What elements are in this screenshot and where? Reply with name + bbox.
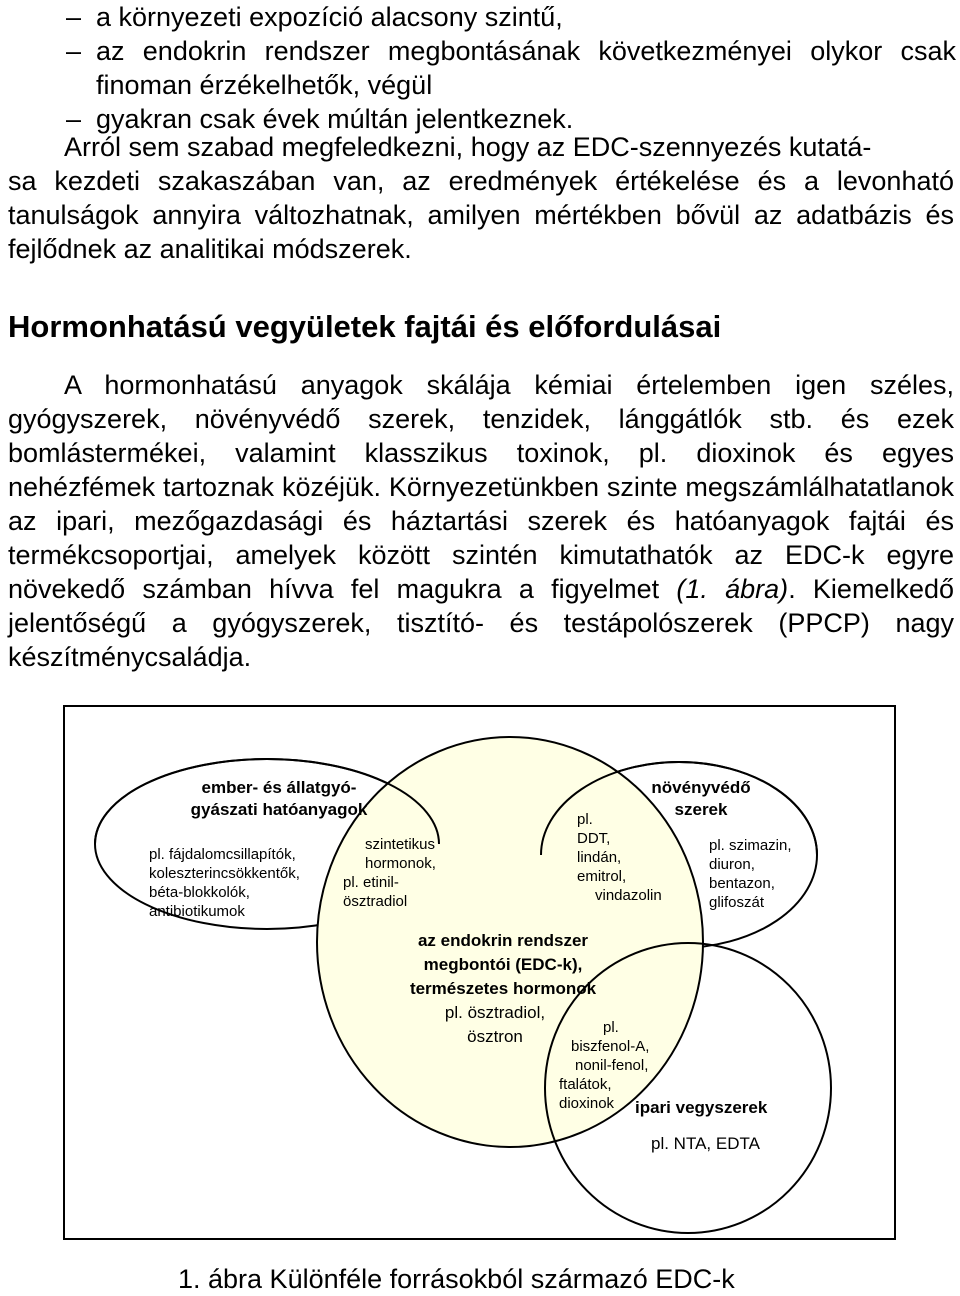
section-heading: Hormonhatású vegyületek fajtái és előfordulásai <box>8 309 722 344</box>
label-pesticide-edc: pl. DDT, lindán, emitrol, vindazolin <box>577 811 662 904</box>
dash-marker: – <box>66 36 82 66</box>
label-pesticides-examples: pl. szimazin, diuron, bentazon, glifoszát <box>709 837 792 911</box>
bullet-text: az endokrin rendszer megbontásának következményei olykor csak finoman érzékelhetők, végül <box>96 36 956 100</box>
label-synthetic-hormones: szintetikus hormonok, pl. etinil- ösztradiol <box>343 836 436 910</box>
paragraph-edc-research <box>8 130 954 266</box>
paragraph-hormone-compounds <box>8 368 954 674</box>
label-edc-center-examples: pl. ösztradiol, ösztron <box>444 1003 546 1046</box>
label-human-vet-title: ember- és állatgyó- gyászati hatóanyagok <box>190 778 368 819</box>
dash-marker: – <box>66 104 82 134</box>
bullet-item <box>66 0 956 34</box>
figure-caption: 1. ábra Különféle forrásokból származó EDC-k <box>178 1264 735 1294</box>
bullet-text: gyakran csak évek múltán jelentkeznek. <box>96 104 574 134</box>
bullet-item <box>66 34 956 102</box>
bullet-list <box>66 0 956 136</box>
paragraph-rest: sa kezdeti szakaszában van, az eredmények értékelése és a levonható tanulságok annyira változhatnak, amilyen mértékben bővül az adatbázis és fejlődnek az analitikai módszerek. <box>8 166 954 264</box>
label-pesticides-title: növényvédő szerek <box>651 778 751 819</box>
paragraph-text-end: . Kiemelkedő jelentőségű a gyógyszerek, tisztító- és testápolószerek (PPCP) nagy készítménycsaládja. <box>8 574 954 672</box>
figure-reference: (1. ábra) <box>676 574 789 604</box>
label-edc-center-title: az endokrin rendszer megbontói (EDC-k), természetes hormonok <box>409 931 597 998</box>
label-industrial-examples: pl. NTA, EDTA <box>651 1134 760 1153</box>
dash-marker: – <box>66 2 82 32</box>
venn-diagram-figure <box>63 705 896 1240</box>
label-human-vet-examples: pl. fájdalomcsillapítók, koleszterincsökkentők, béta-blokkolók, antibiotikumok <box>149 846 300 920</box>
bullet-text: a környezeti expozíció alacsony szintű, <box>96 2 563 32</box>
paragraph-first-line: Arról sem szabad megfeledkezni, hogy az EDC-szennyezés kutatá- <box>64 132 872 162</box>
label-industrial-title: ipari vegyszerek <box>635 1098 768 1117</box>
paragraph-text: A hormonhatású anyagok skálája kémiai értelemben igen széles, gyógyszerek, növényvédő szerek, tenzidek, lánggátlók stb. és ezek bomlástermékei, valamint klasszikus toxinok, pl. dioxinok és egyes nehézfémek tartoznak közéjük. Környezetünkben szinte megszámlálhatatlanok az ipari, mezőgazdasági és háztartási szerek és hatóanyagok fajtái és termékcsoportjai, amelyek között szintén kimutathatók az EDC-k egyre növekedő számban hívva fel magukra a figyelmet <box>8 370 954 604</box>
label-industrial-edc: pl. biszfenol-A, nonil-fenol, ftalátok, dioxinok <box>559 1019 650 1112</box>
